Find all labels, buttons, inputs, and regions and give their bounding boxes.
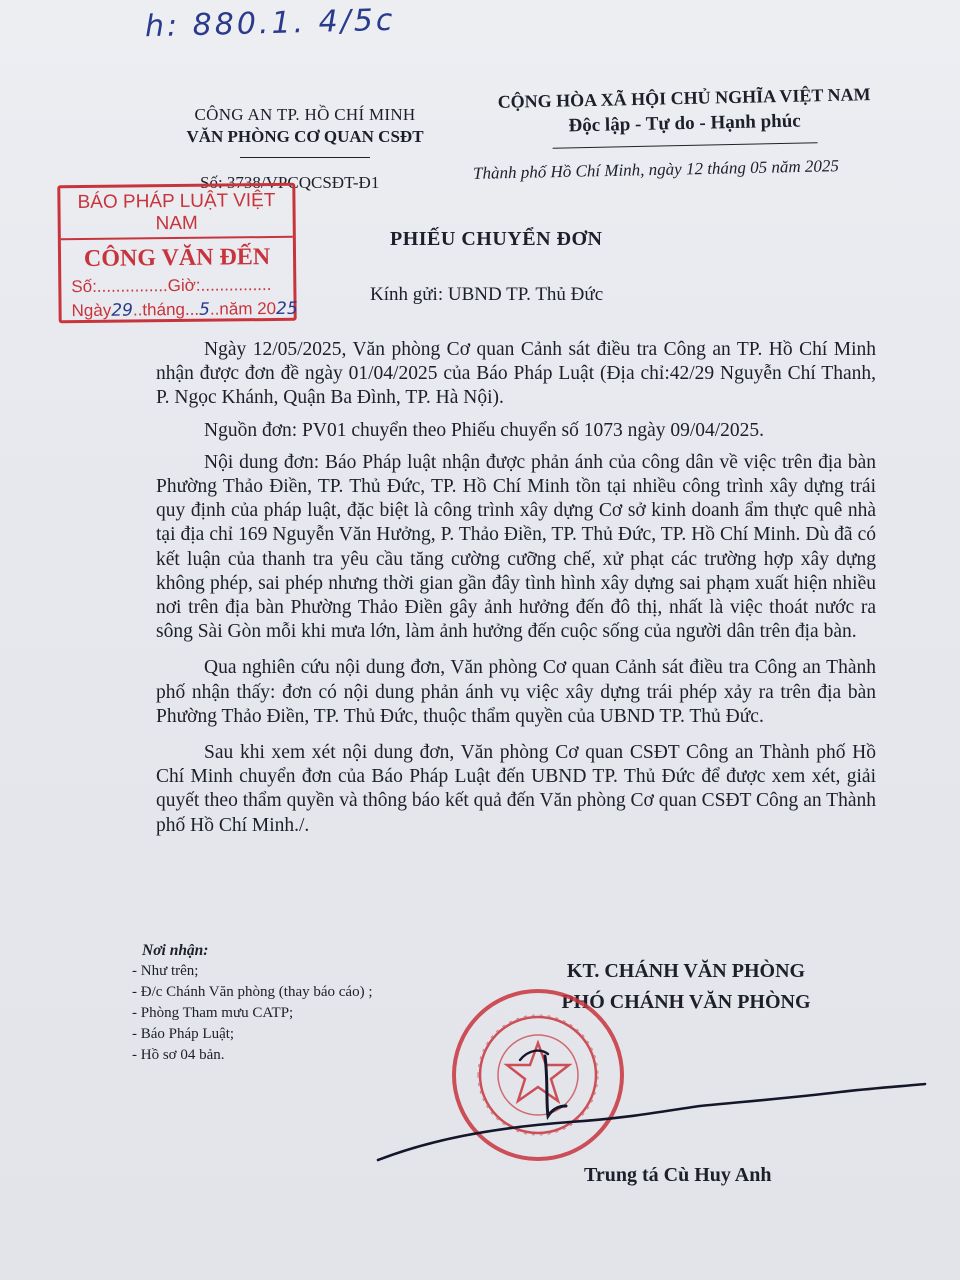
document-number: Số: 3738/VPCQCSĐT-Đ1 [200, 173, 380, 192]
place-date: Thành phố Hồ Chí Minh, ngày 12 tháng 05 năm 2025 [472, 156, 840, 183]
paragraph-source: Nguồn đơn: PV01 chuyển theo Phiếu chuyển số 1073 ngày 09/04/2025. [204, 419, 765, 441]
recipient-item: - Phòng Tham mưu CATP; [132, 1005, 294, 1021]
stamp-org: BÁO PHÁP LUẬT VIỆT NAM [60, 186, 293, 240]
recipients-heading: Nơi nhận: [142, 942, 209, 959]
stamp-day: 29 [111, 300, 134, 321]
motto-underline [553, 142, 818, 149]
recipient-item: - Đ/c Chánh Văn phòng (thay báo cáo) ; [132, 984, 373, 1000]
paragraph-content: Nội dung đơn: Báo Pháp luật nhận được phản ánh của công dân về việc trên địa bàn Phường Thảo Điền, TP. Thủ Đức, TP. Hồ Chí Minh tồn tại nhiều công trình xây dựng trái quy định của pháp luật, đặc biệt là công trình xây dựng Cơ sở kinh doanh ẩm thực quê nhà tại địa chỉ 169 Nguyễn Văn Hưởng, P. Thảo Điền, TP. Thủ Đức, TP. Hồ Chí Minh. Dù đã có kết luận của thanh tra yêu cầu tăng cường cưỡng chế, xử phạt các trường hợp xây dựng không phép, sai phép nhưng thời gian gần đây tình hình xây dựng sai phạm xuất hiện nhiều nơi trên địa bàn Phường Thảo Điền gây ảnh hưởng đến đô thị, nhất là việc thoát nước ra sông Sài Gòn mỗi khi mưa lớn, làm ảnh hưởng đến cuộc sống của người dân trên địa bàn. [156, 451, 876, 643]
national-header [481, 84, 887, 150]
stamp-thang: tháng [142, 299, 186, 320]
paragraph-assessment: Qua nghiên cứu nội dung đơn, Văn phòng Cơ quan Cảnh sát điều tra Công an Thành phố nhận thấy: đơn có nội dung phản ánh vụ việc xây dựng trái phép xảy ra trên địa bàn Phường Thảo Điền, TP. Thủ Đức, thuộc thẩm quyền của UBND TP. Thủ Đức. [156, 657, 876, 727]
national-title: CỘNG HÒA XÃ HỘI CHỦ NGHĨA VIỆT NAM [497, 84, 871, 112]
signature-title-2: PHÓ CHÁNH VĂN PHÒNG [561, 991, 811, 1013]
stamp-label: CÔNG VĂN ĐẾN [83, 244, 271, 272]
handwritten-signature-icon [370, 1040, 930, 1170]
issuer-line-2: VĂN PHÒNG CƠ QUAN CSĐT [186, 127, 424, 146]
stamp-month: 5 [198, 299, 211, 320]
stamp-nam: năm 20 [219, 298, 277, 319]
stamp-date-line: Ngày29..tháng...5..năm 2025 [71, 298, 298, 321]
stamp-so-gio: Số:...............Giờ:............... [71, 275, 272, 297]
recipients-list [132, 940, 373, 1066]
document-title: PHIẾU CHUYỂN ĐƠN [390, 228, 603, 250]
signature-title-1: KT. CHÁNH VĂN PHÒNG [566, 960, 806, 982]
stamp-year: 25 [275, 298, 298, 319]
signer-name: Trung tá Cù Huy Anh [584, 1164, 772, 1186]
issuer-underline [240, 157, 370, 158]
paragraph-receipt: Ngày 12/05/2025, Văn phòng Cơ quan Cảnh sát điều tra Công an TP. Hồ Chí Minh nhận được đơn đề ngày 01/04/2025 của Báo Pháp Luật (Địa chỉ:42/29 Nguyễn Chí Thanh, P. Ngọc Khánh, Quận Ba Đình, TP. Hà Nội). [156, 339, 876, 409]
national-motto: Độc lập - Tự do - Hạnh phúc [568, 110, 801, 137]
stamp-ngay: Ngày [71, 300, 112, 321]
recipient-line: Kính gửi: UBND TP. Thủ Đức [370, 284, 604, 305]
handwritten-note: h: 880.1. 4/5c [144, 2, 396, 45]
recipient-item: - Báo Pháp Luật; [132, 1026, 235, 1042]
recipient-item: - Hồ sơ 04 bản. [132, 1047, 225, 1063]
document-body [156, 338, 876, 846]
recipient-item: - Như trên; [132, 963, 199, 979]
received-stamp [57, 183, 296, 323]
paragraph-transfer: Sau khi xem xét nội dung đơn, Văn phòng Cơ quan CSĐT Công an Thành phố Hồ Chí Minh chuyển đơn của Báo Pháp Luật đến UBND TP. Thủ Đức để được xem xét, giải quyết theo thẩm quyền và thông báo kết quả đến Văn phòng Cơ quan CSĐT Công an Thành phố Hồ Chí Minh./. [156, 742, 876, 836]
issuer-header [150, 105, 460, 158]
issuer-line-1: CÔNG AN TP. HỒ CHÍ MINH [194, 105, 416, 124]
